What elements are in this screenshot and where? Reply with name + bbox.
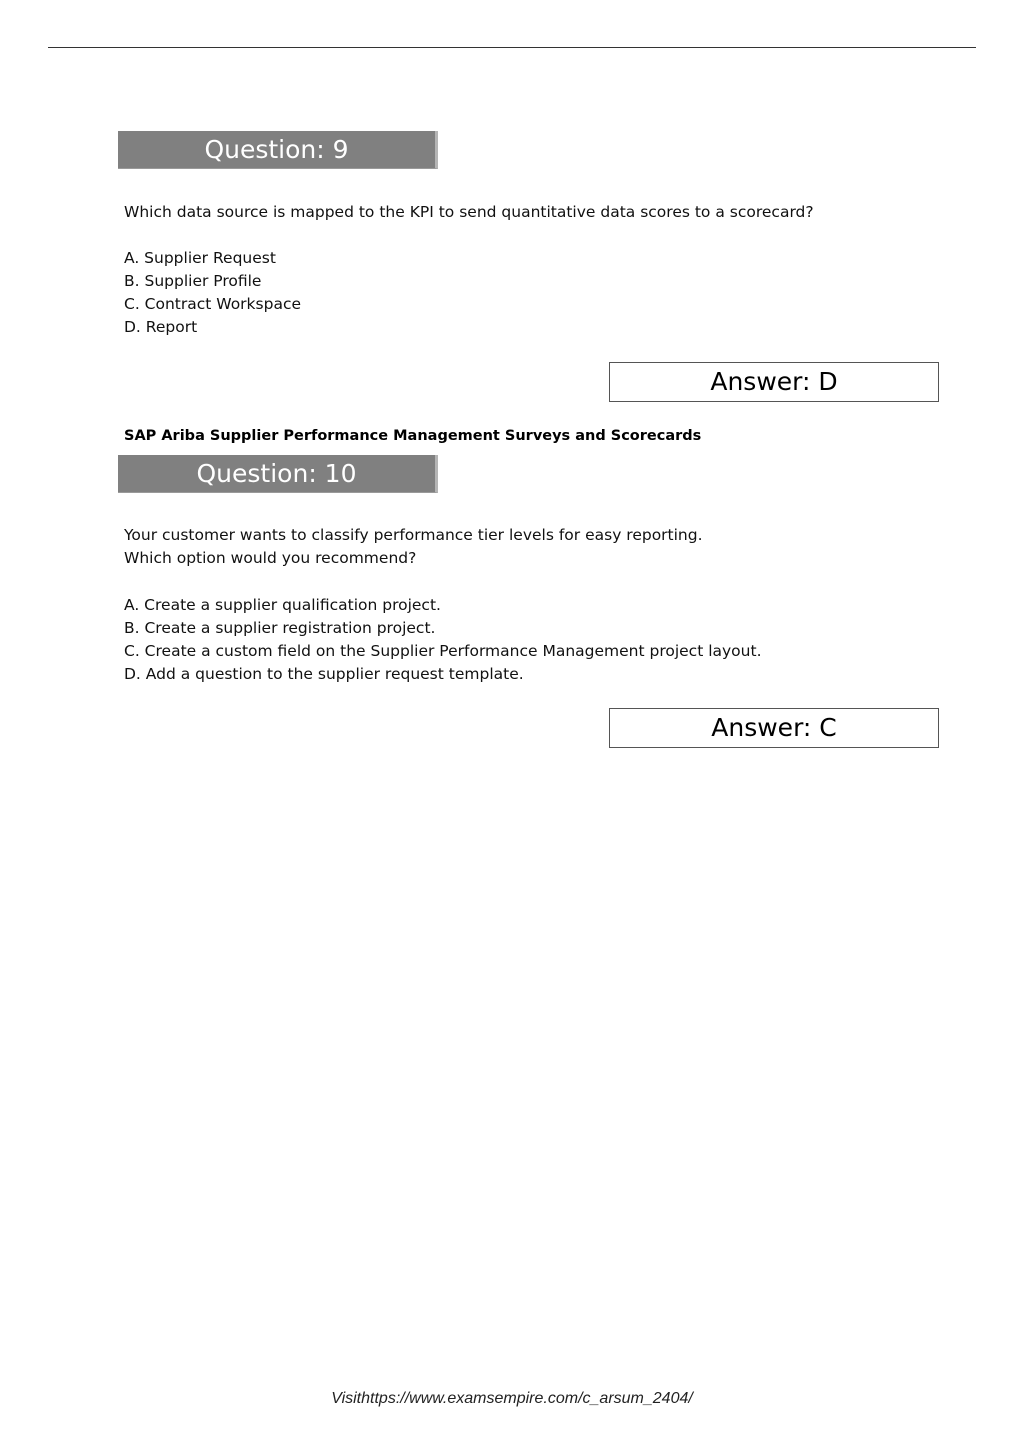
option-c: C. Contract Workspace: [124, 295, 302, 313]
question-9-options: [124, 247, 301, 339]
footer-link[interactable]: Visithttps://www.examsempire.com/c_arsum_2404/: [331, 1390, 693, 1407]
question-10-text: [124, 524, 703, 570]
option-b: B. Create a supplier registration project.: [124, 619, 436, 637]
question-text-line: Which option would you recommend?: [124, 549, 417, 567]
section-heading: SAP Ariba Supplier Performance Management Surveys and Scorecards: [124, 428, 702, 444]
question-10-title: Question: 10: [196, 459, 357, 488]
option-b: B. Supplier Profile: [124, 272, 262, 290]
question-10-banner: [118, 455, 438, 493]
question-10-answer-box: Answer: C: [609, 708, 939, 748]
option-d: D. Report: [124, 318, 198, 336]
option-d: D. Add a question to the supplier request template.: [124, 665, 524, 683]
option-a: A. Create a supplier qualification project.: [124, 596, 441, 614]
question-text-line: Which data source is mapped to the KPI to send quantitative data scores to a scorecard?: [124, 203, 814, 221]
option-a: A. Supplier Request: [124, 249, 276, 267]
question-9-title: Question: 9: [204, 135, 349, 164]
question-text-line: Your customer wants to classify performance tier levels for easy reporting.: [124, 526, 703, 544]
option-c: C. Create a custom field on the Supplier Performance Management project layout.: [124, 642, 762, 660]
top-divider: [48, 47, 976, 48]
question-9-banner: [118, 131, 438, 169]
question-9-text: [124, 201, 814, 224]
question-9-answer-box: Answer: D: [609, 362, 939, 402]
question-10-options: [124, 594, 762, 686]
